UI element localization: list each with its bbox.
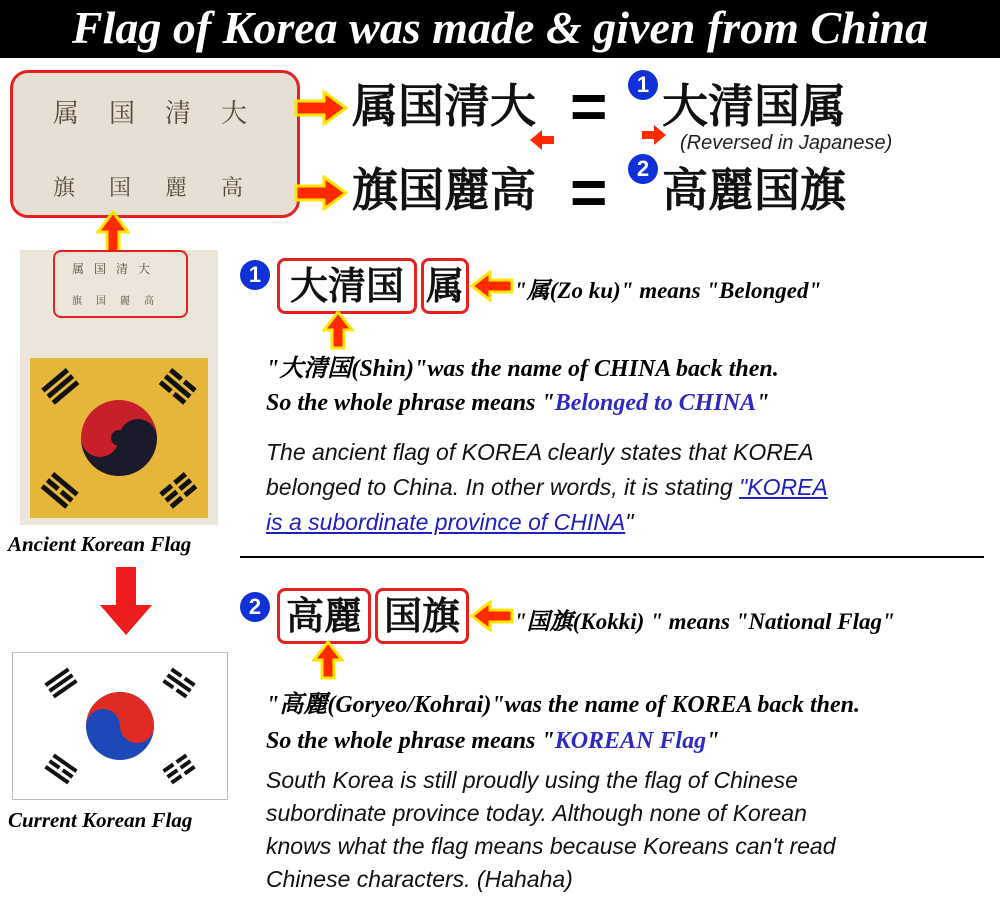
badge-1: 1 [628,70,658,100]
section1-para-line2 [266,470,828,505]
section2-para-line: Chinese characters. (Hahaha) [266,866,573,892]
section2-para-line: knows what the flag means because Koreans can't read [266,833,836,859]
ancient-inset-row1: 属国清大 [72,262,161,276]
section1-quote-link-cont[interactable]: is a subordinate province of CHINA [266,509,626,535]
section1-badge: 1 [240,260,270,290]
inscription-photo-row1: 属国清大 [53,99,278,129]
row1-right-text: 大清国属 [662,79,846,133]
badge-2: 2 [628,154,658,184]
arrow-left-icon [470,270,514,302]
current-flag-image [12,652,228,800]
divider [240,556,984,558]
arrow-right-icon [294,175,348,211]
arrow-left-icon [470,600,514,632]
row1-left-text: 属国清大 [352,79,536,133]
section1-para2-prefix: belonged to China. In other words, it is stating [266,474,740,500]
section1-quote-link[interactable]: "KOREA [739,474,828,500]
section1-line2-prefix: So the whole phrase means " [266,390,555,416]
section1-line1: "大清国(Shin)"was the name of CHINA back then. [266,356,779,382]
section2-line2-prefix: So the whole phrase means " [266,728,555,754]
section1-highlight: Belonged to CHINA [554,390,757,416]
equals-sign: = [570,70,608,142]
taegeuk-emblem [30,358,208,518]
section2-highlight: KOREAN Flag [554,728,707,754]
section2-para [266,764,836,896]
section1-para-line3 [266,505,828,540]
ancient-flag-caption: Ancient Korean Flag [8,532,192,556]
equals-sign: = [570,156,608,228]
row2-left-text: 旗国麗高 [352,163,536,217]
section2-line2 [266,728,719,755]
reversed-note: (Reversed in Japanese) [680,132,893,154]
section1-meaning: "属(Zo ku)" means "Belonged" [514,278,822,303]
arrow-down-icon [98,565,154,637]
section1-para3-suffix: " [625,509,634,535]
section1-line2 [266,390,769,417]
section2-box-b: 国旗 [375,588,469,644]
section1-para [266,435,828,540]
inscription-photo [10,70,300,218]
section1-box-b: 属 [421,258,469,314]
current-flag-caption: Current Korean Flag [8,808,193,832]
section2-meaning: "国旗(Kokki) " means "National Flag" [514,609,895,634]
taegeuk-emblem [13,653,227,799]
section1-line2-suffix: " [756,390,770,416]
section1-box-a: 大清国 [277,258,417,314]
arrow-up-icon [312,640,344,680]
section2-box-a: 高麗 [277,588,371,644]
section2-para-line: South Korea is still proudly using the flag of Chinese [266,767,798,793]
page-title: Flag of Korea was made & given from China [71,2,929,53]
section1-para-line1: The ancient flag of KOREA clearly states that KOREA [266,439,814,465]
arrow-up-icon [96,210,130,254]
section2-line1: "高麗(Goryeo/Kohrai)"was the name of KOREA back then. [266,692,861,718]
section2-para-line: subordinate province today. Although none of Korean [266,800,807,826]
ancient-inset-row2: 旗国麗高 [72,296,168,307]
row2-right-text: 高麗国旗 [662,163,846,217]
arrow-right-icon [294,90,348,126]
arrow-up-icon [322,310,354,350]
ancient-flag-image [20,250,218,525]
section2-line2-suffix: " [706,728,720,754]
inscription-photo-row2: 旗国麗高 [53,176,278,201]
arrow-left-icon [530,130,556,150]
section2-badge: 2 [240,592,270,622]
